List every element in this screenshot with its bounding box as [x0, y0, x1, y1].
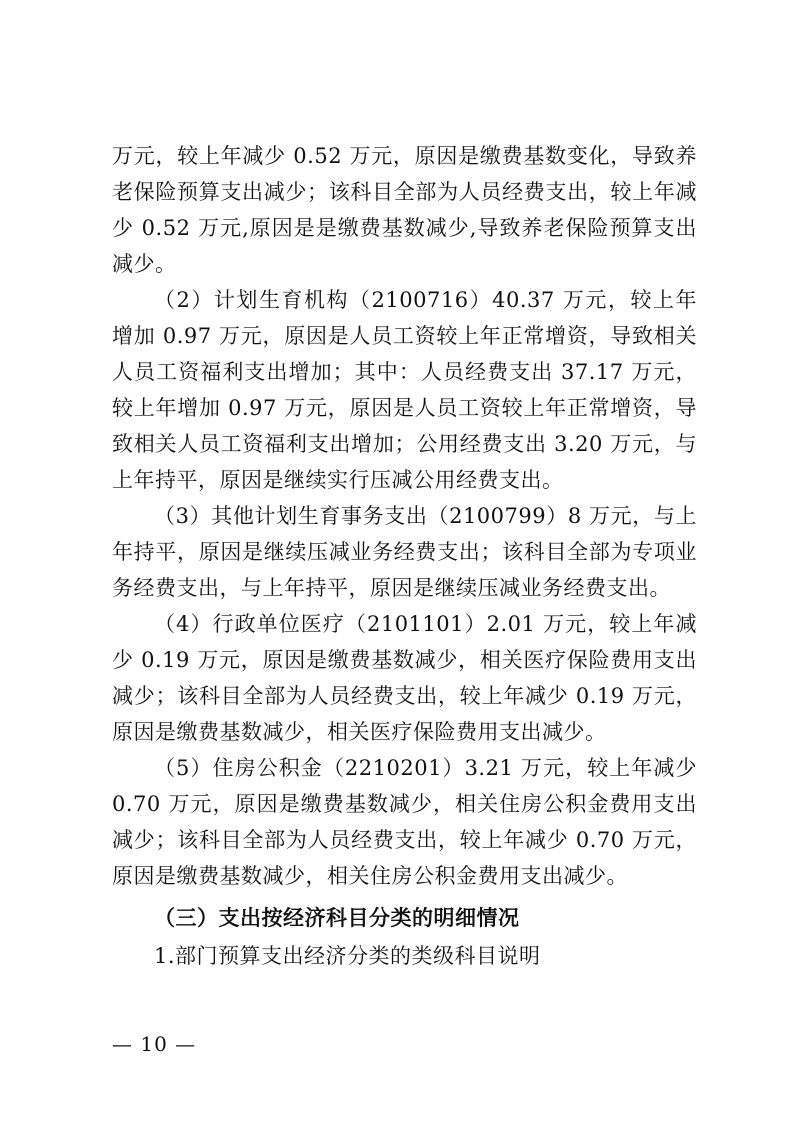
page-number: — 10 —: [112, 1032, 197, 1056]
section-heading: （三）支出按经济科目分类的明细情况: [154, 905, 520, 930]
paragraph-administrative-medical: （4）行政单位医疗（2101101）2.01 万元，较上年减少 0.19 万元，原因是缴费基数减少，相关医疗保险费用支出减少；该科目全部为人员经费支出，较上年减少 0.19 万元，原因是缴费基数减少，相关医疗保险费用支出减少。: [112, 612, 697, 744]
document-body: [112, 138, 697, 974]
paragraph-continuation: 万元，较上年减少 0.52 万元，原因是缴费基数变化，导致养老保险预算支出减少；该科目全部为人员经费支出，较上年减少 0.52 万元,原因是是缴费基数减少,导致养老保险预算支出减少。: [112, 144, 697, 276]
subsection-heading: 1.部门预算支出经济分类的类级科目说明: [154, 944, 541, 968]
paragraph-family-planning-agency: （2）计划生育机构（2100716）40.37 万元，较上年增加 0.97 万元，原因是人员工资较上年正常增资，导致相关人员工资福利支出增加；其中：人员经费支出 37.17 万元，较上年增加 0.97 万元，原因是人员工资较上年正常增资，导致相关人员工资福利支出增加；公用经费支出 3.20 万元，与上年持平，原因是继续实行压减公用经费支出。: [112, 288, 697, 492]
paragraph-other-family-planning: （3）其他计划生育事务支出（2100799）8 万元，与上年持平，原因是继续压减业务经费支出；该科目全部为专项业务经费支出，与上年持平，原因是继续压减业务经费支出。: [112, 504, 697, 600]
paragraph-housing-fund: （5）住房公积金（2210201）3.21 万元，较上年减少 0.70 万元，原因是缴费基数减少，相关住房公积金费用支出减少；该科目全部为人员经费支出，较上年减少 0.70 万元，原因是缴费基数减少，相关住房公积金费用支出减少。: [112, 756, 697, 888]
